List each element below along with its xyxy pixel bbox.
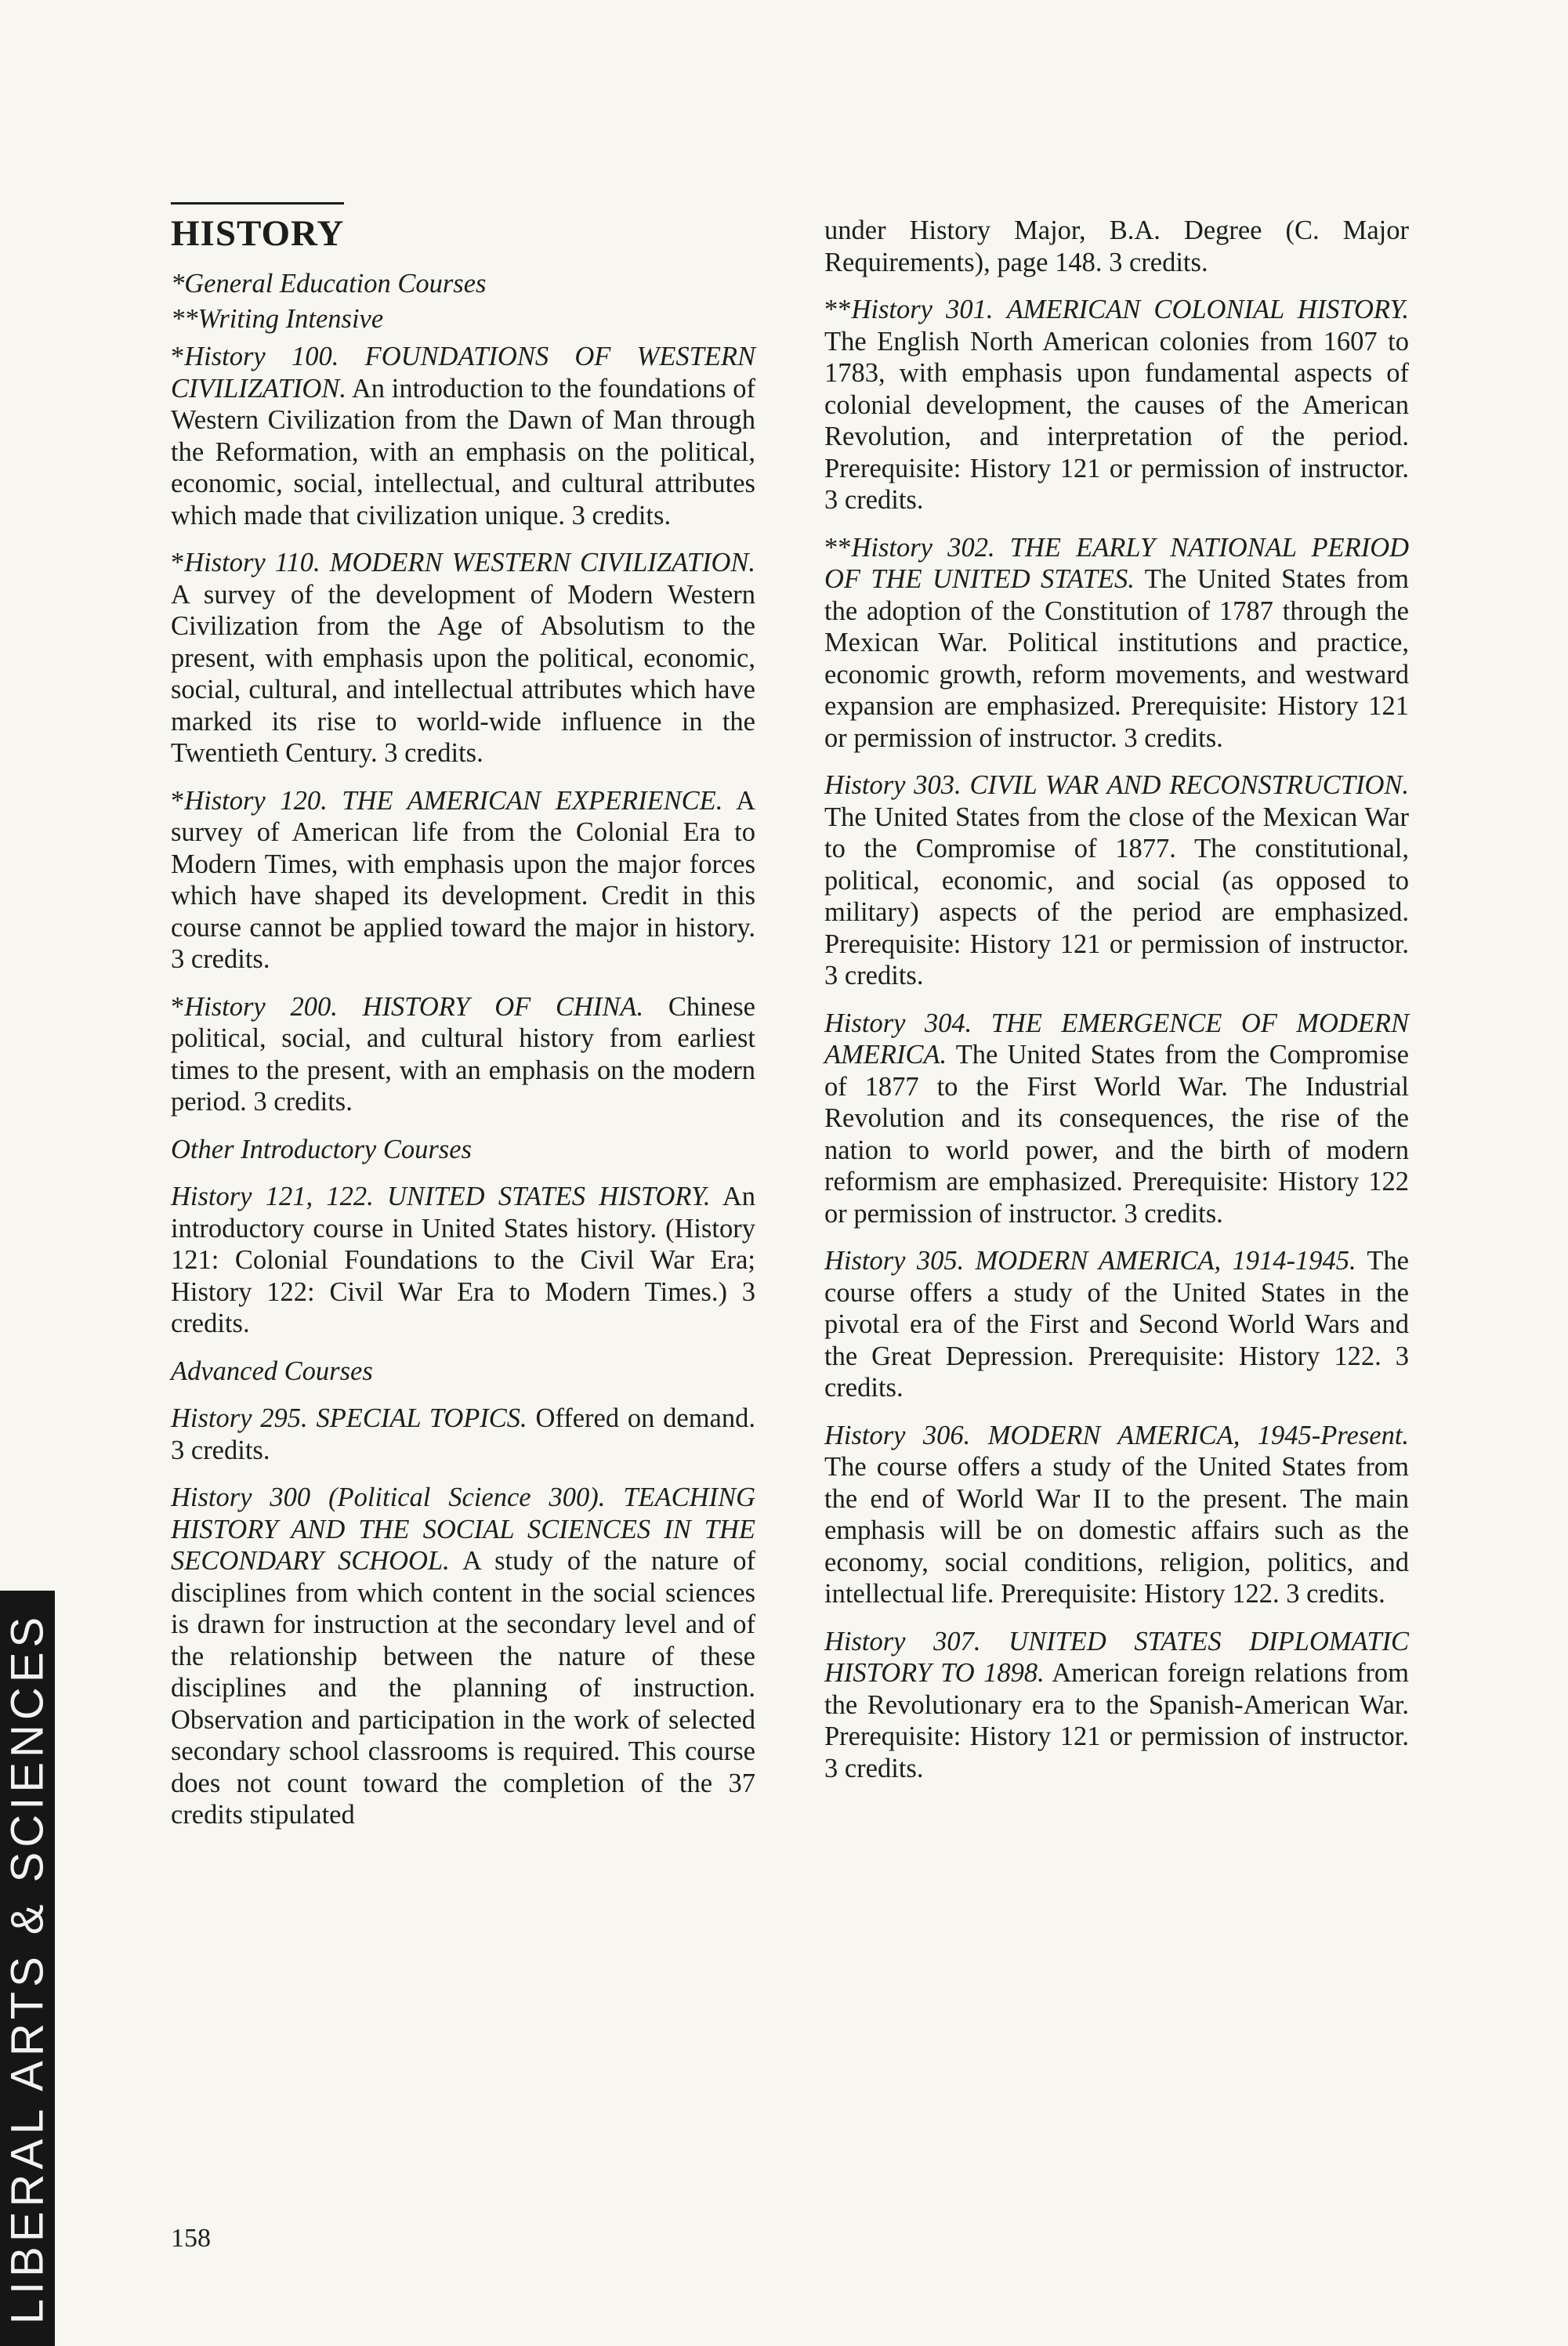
- page-number: 158: [171, 2224, 211, 2253]
- course-description: A survey of American life from the Colonial Era to Modern Times, with emphasis upon the major forces which have shaped its development. Credit in this course cannot be applied toward the major in history. 3 credits.: [171, 785, 755, 974]
- course-history-304: [824, 1008, 1409, 1230]
- course-description: The English North American colonies from 1607 to 1783, with emphasis upon fundamental aspects of colonial development, the causes of the American Revolution, and interpretation of the period. Prerequisite: History 121 or permission of instructor. 3 credits.: [824, 326, 1409, 515]
- course-description: The United States from the close of the Mexican War to the Compromise of 1877. The constitutional, political, economic, and social (as opposed to military) aspects of the period are emphasized. Prerequisite: History 121 or permission of instructor. 3 credits.: [824, 802, 1409, 990]
- course-number: History 305.: [824, 1246, 965, 1276]
- section-advanced: Advanced Courses: [171, 1356, 373, 1386]
- course-number: History 100.: [184, 342, 339, 371]
- course-description: A survey of the development of Modern Western Civilization from the Age of Absolutism to the present, with emphasis upon the political, economic, social, cultural, and intellectual attributes which have marked its rise to world-wide influence in the Twentieth Century. 3 credits.: [171, 579, 755, 768]
- right-column: [824, 215, 1409, 1800]
- course-number: History 200.: [184, 991, 338, 1022]
- course-title: MODERN AMERICA, 1914-1945.: [975, 1246, 1356, 1276]
- course-history-303: [824, 769, 1409, 992]
- course-number: History 304.: [824, 1008, 972, 1038]
- course-title: CIVIL WAR AND RECONSTRUCTION.: [969, 770, 1410, 800]
- course-history-295: [171, 1403, 755, 1466]
- course-history-120: *History 120. THE AMERICAN EXPERIENCE. A survey of American life from the Colonial Era to Modern Times, with emphasis upon the major forces which have shaped its development. Credit in this course cannot be applied toward the major in history. 3 credits.: [171, 785, 755, 974]
- course-title: AMERICAN COLONIAL HISTORY.: [1006, 295, 1409, 324]
- course-description: The United States from the Compromise of 1877 to the First World War. The Industrial Revolution and its consequences, the rise of the nation to world power, and the birth of modern reformism are emphasized. Prerequisite: History 122 or permission of instructor. 3 credits.: [824, 1040, 1409, 1229]
- course-title: MODERN WESTERN CIVILIZATION.: [329, 548, 755, 577]
- course-history-110: *History 110. MODERN WESTERN CIVILIZATION. A survey of the development of Modern Western Civilization from the Age of Absolutism to the present, with emphasis upon the political, economic, social, cultural, and intellectual attributes which have marked its rise to world-wide influence in the Twentieth Century. 3 credits.: [171, 548, 755, 768]
- course-history-300: [171, 1482, 755, 1831]
- course-title: TEACHING HISTORY AND THE SOCIAL SCIENCES IN THE SECONDARY SCHOOL.: [171, 1483, 755, 1576]
- course-history-121-122: [171, 1181, 755, 1340]
- left-column: [171, 268, 755, 1847]
- course-title: MODERN AMERICA, 1945-Present.: [987, 1420, 1410, 1450]
- legend-general: *General Education Courses: [171, 269, 487, 299]
- course-title: UNITED STATES HISTORY.: [386, 1182, 711, 1211]
- course-description: An introductory course in United States history. (History 121: Colonial Foundations to the Civil War Era; History 122: Civil War Era to Modern Times.) 3 credits.: [171, 1182, 755, 1338]
- course-history-305: [824, 1245, 1409, 1404]
- course-title: UNITED STATES DIPLOMATIC HISTORY TO 1898.: [824, 1626, 1410, 1688]
- course-description: Offered on demand. 3 credits.: [171, 1403, 755, 1465]
- course-description: American foreign relations from the Revolutionary era to the Spanish-American War. Prerequisite: History 121 or permission of instructor. 3 credits.: [824, 1658, 1410, 1783]
- course-description: A study of the nature of disciplines from which content in the social sciences is drawn for instruction at the secondary level and of the relationship between the nature of these disciplines and the planning of instruction. Observation and participation in the work of selected secondary school classrooms is required. This course does not count toward the completion of the 37 credits stipulated: [171, 1546, 755, 1830]
- course-title: THE AMERICAN EXPERIENCE.: [342, 785, 723, 816]
- course-history-100: *History 100. FOUNDATIONS OF WESTERN CIVILIZATION. An introduction to the foundations of Western Civilization from the Dawn of Man through the Reformation, with an emphasis on the political, economic, social, intellectual, and cultural attributes which made that civilization unique. 3 credits.: [171, 342, 755, 530]
- section-other-introductory: Other Introductory Courses: [171, 1134, 472, 1164]
- course-title: FOUNDATIONS OF WESTERN CIVILIZATION.: [171, 342, 755, 404]
- course-number: History 295.: [171, 1403, 308, 1433]
- course-number: History 120.: [184, 785, 328, 816]
- course-number: History 306.: [824, 1420, 971, 1450]
- course-history-307: [824, 1626, 1409, 1785]
- course-number: History 121, 122.: [171, 1182, 374, 1211]
- course-number: History 110.: [184, 548, 320, 577]
- course-history-302: **History 302. THE EARLY NATIONAL PERIOD OF THE UNITED STATES. The United States from the adoption of the Constitution of 1787 through the Mexican War. Political institutions and practice, economic growth, reform movements, and westward expansion are emphasized. Prerequisite: History 121 or permission of instructor. 3 credits.: [824, 532, 1410, 753]
- course-number: History 301.: [851, 295, 994, 324]
- legend-writing: **Writing Intensive: [171, 303, 384, 334]
- course-description: The course offers a study of the United States in the pivotal era of the First and Second World Wars and the Great Depression. Prerequisite: History 122. 3 credits.: [824, 1246, 1409, 1403]
- course-title: THE EMERGENCE OF MODERN AMERICA.: [824, 1008, 1409, 1070]
- course-number: History 302.: [851, 532, 995, 563]
- course-history-306: [824, 1420, 1409, 1610]
- course-history-200: *History 200. HISTORY OF CHINA. Chinese political, social, and cultural history from earliest times to the present, with an emphasis on the modern period. 3 credits.: [171, 991, 755, 1117]
- course-title: THE EARLY NATIONAL PERIOD OF THE UNITED STATES.: [824, 532, 1410, 594]
- course-history-300-continued: under History Major, B.A. Degree (C. Major Requirements), page 148. 3 credits.: [824, 215, 1409, 277]
- course-description: An introduction to the foundations of Western Civilization from the Dawn of Man through the Reformation, with an emphasis on the political, economic, social, intellectual, and cultural attributes which made that civilization unique. 3 credits.: [171, 373, 755, 530]
- course-description: Chinese political, social, and cultural history from earliest times to the present, with an emphasis on the modern period. 3 credits.: [171, 991, 755, 1117]
- page-heading: HISTORY: [171, 202, 344, 255]
- course-description: The course offers a study of the United States from the end of World War II to the present. The main emphasis will be on domestic affairs such as the economy, social conditions, religion, politics, and intellectual life. Prerequisite: History 122. 3 credits.: [824, 1452, 1409, 1609]
- course-title: SPECIAL TOPICS.: [316, 1403, 527, 1433]
- course-number: History 303.: [824, 770, 961, 800]
- course-number: History 307.: [824, 1626, 981, 1656]
- course-number: History 300 (Political Science 300).: [171, 1483, 606, 1512]
- course-history-301: **History 301. AMERICAN COLONIAL HISTORY. The English North American colonies from 1607 to 1783, with emphasis upon fundamental aspects of colonial development, the causes of the American Revolution, and interpretation of the period. Prerequisite: History 121 or permission of instructor. 3 credits.: [824, 295, 1409, 515]
- course-title: HISTORY OF CHINA.: [362, 991, 644, 1022]
- side-tab-label: LIBERAL ARTS & SCIENCES: [2, 1612, 53, 2325]
- course-description: The United States from the adoption of the Constitution of 1787 through the Mexican War. Political institutions and practice, economic growth, reform movements, and westward expansion are emphasized. Prerequisite: History 121 or permission of instructor. 3 credits.: [824, 564, 1409, 753]
